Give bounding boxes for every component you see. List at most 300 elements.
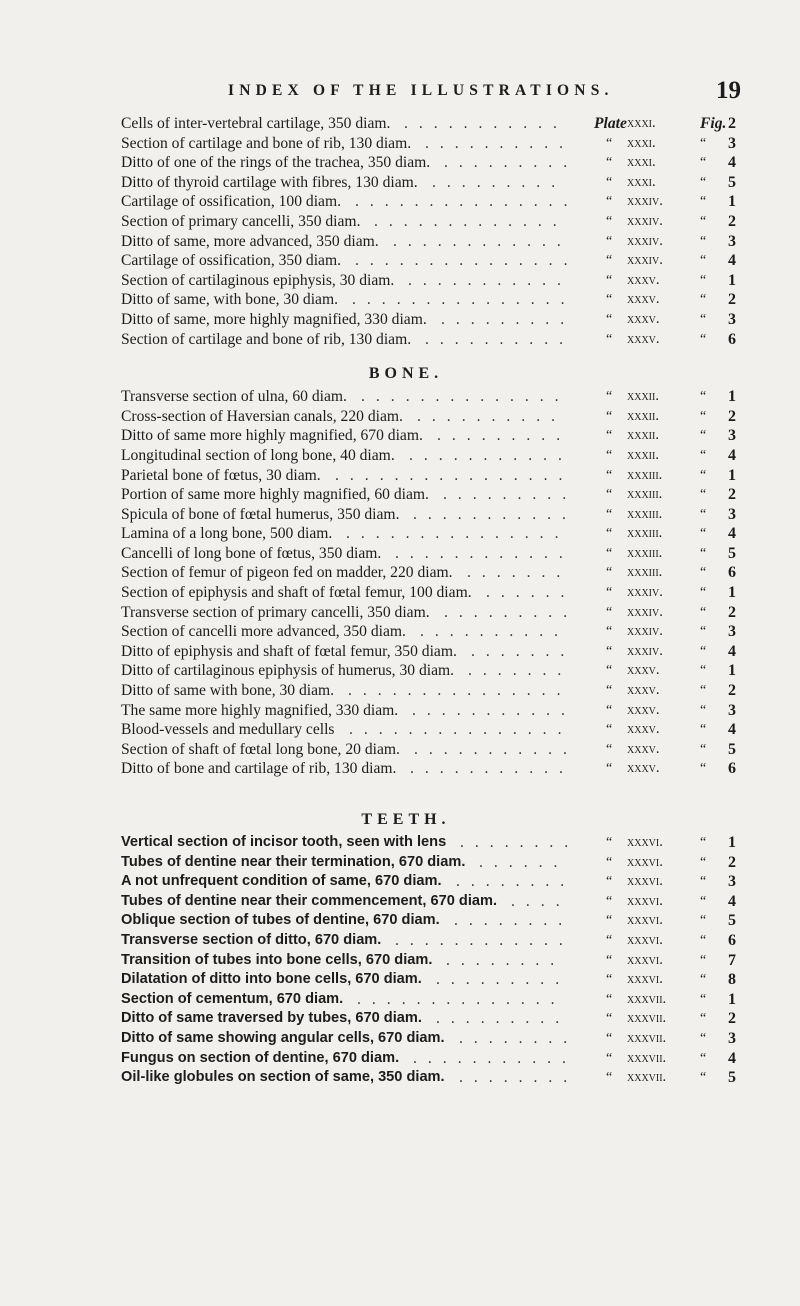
entry-description: Ditto of same traversed by tubes, 670 diam. — [121, 1010, 422, 1027]
ditto-mark: “ — [606, 874, 613, 890]
figure-number: 3 — [728, 623, 736, 641]
plate-number: xxxi. — [627, 115, 656, 131]
leader-dots: ........ — [459, 1029, 579, 1047]
entry-description: Tubes of dentine near their commencement, 670 diam. — [121, 892, 498, 909]
plate-number: xxxvii. — [627, 1029, 667, 1046]
index-entry — [0, 310, 800, 330]
ditto-mark: “ — [700, 428, 707, 444]
index-entry — [0, 622, 800, 642]
index-entry — [0, 426, 800, 446]
ditto-mark: “ — [700, 585, 707, 601]
ditto-mark: “ — [700, 835, 707, 850]
figure-number: 2 — [728, 603, 736, 621]
ditto-mark: “ — [606, 487, 613, 503]
leader-dots: .......... — [420, 623, 569, 641]
ditto-mark: “ — [606, 761, 613, 777]
plate-number: xxxvi. — [627, 912, 663, 929]
leader-dots: ............ — [395, 931, 574, 949]
figure-number: 3 — [728, 134, 736, 152]
plate-number: xxxvi. — [627, 873, 663, 890]
index-entry — [0, 212, 800, 232]
figure-number: 1 — [728, 662, 736, 680]
entry-description: Ditto of thyroid cartilage with fibres, 130 diam. — [121, 173, 418, 191]
index-entry — [0, 505, 800, 525]
index-entry — [0, 446, 800, 466]
leader-dots: ........... — [414, 740, 578, 758]
ditto-mark: “ — [606, 545, 613, 561]
figure-number: 2 — [728, 115, 736, 132]
leader-dots: ............... — [349, 721, 573, 739]
plate-number: xxxvii. — [627, 1049, 667, 1066]
plate-number: xxxiv. — [627, 584, 663, 601]
entry-description: Spicula of bone of fœtal humerus, 350 diam. — [121, 505, 400, 523]
index-entry — [0, 1009, 800, 1029]
index-entry — [0, 1049, 800, 1069]
plate-number: xxxii. — [627, 388, 659, 405]
index-entry — [0, 833, 800, 853]
plate-number: xxxiv. — [627, 642, 663, 659]
ditto-mark: “ — [700, 893, 707, 909]
entry-description: Portion of same more highly magnified, 60 diam. — [121, 486, 429, 504]
ditto-mark: “ — [606, 624, 613, 640]
index-entry — [0, 466, 800, 486]
running-head: INDEX OF THE ILLUSTRATIONS. — [228, 82, 614, 99]
ditto-mark: “ — [606, 565, 613, 581]
ditto-mark: “ — [606, 683, 613, 699]
ditto-mark: “ — [606, 447, 613, 463]
entry-description: Transverse section of primary cancelli, 350 diam. — [121, 603, 430, 621]
index-entry — [0, 681, 800, 701]
plate-number: xxxiii. — [627, 505, 663, 522]
leader-dots: ........... — [409, 446, 573, 464]
index-entry — [0, 134, 800, 154]
figure-number: 1 — [728, 193, 736, 211]
ditto-mark: “ — [606, 467, 613, 483]
figure-number: 2 — [728, 853, 736, 871]
plate-number: xxxvii. — [627, 990, 667, 1007]
entry-description: Section of cartilage and bone of rib, 130 diam. — [121, 330, 412, 348]
figure-number: 4 — [728, 892, 736, 910]
ditto-mark: “ — [606, 174, 613, 190]
plate-number: xxxvii. — [627, 1069, 667, 1086]
leader-dots: ....... — [471, 642, 576, 660]
index-entry — [0, 583, 800, 603]
ditto-mark: “ — [606, 311, 613, 327]
plate-number: xxxvi. — [627, 951, 663, 968]
plate-number: xxxv. — [627, 760, 660, 777]
index-entry — [0, 192, 800, 212]
plate-number: xxxv. — [627, 701, 660, 718]
plate-number: xxxiv. — [627, 623, 663, 640]
leader-dots: .............. — [361, 388, 570, 406]
ditto-mark: “ — [606, 408, 613, 424]
ditto-mark: “ — [700, 624, 707, 640]
ditto-mark: “ — [606, 272, 613, 288]
figure-number: 1 — [728, 990, 736, 1008]
plate-number: xxxiv. — [627, 212, 663, 229]
plate-label: Plate — [594, 115, 627, 132]
index-entry — [0, 970, 800, 990]
ditto-mark: “ — [606, 194, 613, 210]
entry-description: Dilatation of ditto into bone cells, 670 diam. — [121, 971, 422, 988]
ditto-mark: “ — [700, 1070, 707, 1086]
entry-description: Ditto of same more highly magnified, 670 diam. — [121, 427, 423, 445]
figure-number: 4 — [728, 252, 736, 270]
entry-description: Oil-like globules on section of same, 350 diam. — [121, 1069, 445, 1086]
ditto-mark: “ — [700, 253, 707, 269]
ditto-mark: “ — [700, 604, 707, 620]
leader-dots: ........ — [454, 912, 574, 930]
leader-dots: ......... — [432, 173, 567, 191]
figure-number: 3 — [728, 1029, 736, 1047]
index-entry — [0, 642, 800, 662]
ditto-mark: “ — [700, 447, 707, 463]
leader-dots: ........... — [404, 115, 568, 132]
figure-number: 6 — [728, 760, 736, 778]
entry-description: Section of femur of pigeon fed on madder, 220 diam. — [121, 564, 453, 582]
ditto-mark: “ — [606, 585, 613, 601]
figure-number: 2 — [728, 1010, 736, 1028]
ditto-mark: “ — [700, 741, 707, 757]
index-entry — [0, 1068, 800, 1088]
ditto-mark: “ — [606, 1070, 613, 1086]
index-entry — [0, 661, 800, 681]
ditto-mark: “ — [606, 1011, 613, 1027]
ditto-mark: “ — [700, 1030, 707, 1046]
teeth-heading: TEETH. — [361, 811, 451, 828]
entry-description: Ditto of cartilaginous epiphysis of humerus, 30 diam. — [121, 662, 455, 680]
ditto-mark: “ — [606, 233, 613, 249]
plate-number: xxxii. — [627, 446, 659, 463]
entry-description: Transverse section of ditto, 670 diam. — [121, 931, 382, 948]
entry-description: Cartilage of ossification, 350 diam. — [121, 252, 341, 270]
entry-description: Section of cartilaginous epiphysis, 30 diam. — [121, 271, 395, 289]
entry-description: Tubes of dentine near their termination, 670 diam. — [121, 853, 466, 870]
ditto-mark: “ — [700, 702, 707, 718]
figure-number: 3 — [728, 873, 736, 891]
figure-number: 3 — [728, 505, 736, 523]
index-entry — [0, 524, 800, 544]
index-entry — [0, 951, 800, 971]
ditto-mark: “ — [700, 545, 707, 561]
figure-number: 1 — [728, 466, 736, 484]
ditto-mark: “ — [700, 643, 707, 659]
entry-description: Section of primary cancelli, 350 diam. — [121, 212, 361, 230]
index-entry — [0, 173, 800, 193]
entry-description: Section of epiphysis and shaft of fœtal femur, 100 diam. — [121, 584, 472, 602]
leader-dots: ............... — [346, 525, 570, 543]
plate-number: xxxii. — [627, 407, 659, 424]
ditto-mark: “ — [700, 292, 707, 308]
plate-number: xxxiii. — [627, 564, 663, 581]
plate-number: xxxv. — [627, 721, 660, 738]
leader-dots: ........ — [446, 951, 566, 969]
figure-number: 1 — [728, 834, 736, 851]
entry-description: Ditto of same, with bone, 30 diam. — [121, 291, 338, 309]
entry-description: Section of cancelli more advanced, 350 diam. — [121, 623, 406, 641]
ditto-mark: “ — [700, 408, 707, 424]
entry-description: Section of cartilage and bone of rib, 130 diam. — [121, 134, 412, 152]
leader-dots: .......... — [425, 330, 574, 348]
figure-number: 6 — [728, 330, 736, 348]
plate-number: xxxi. — [627, 173, 656, 190]
plate-number: xxxvi. — [627, 853, 663, 870]
ditto-mark: “ — [606, 722, 613, 738]
ditto-mark: “ — [700, 506, 707, 522]
leader-dots: .............. — [357, 990, 566, 1008]
index-entry — [0, 1029, 800, 1049]
ditto-mark: “ — [700, 972, 707, 988]
plate-number: xxxiv. — [627, 232, 663, 249]
entry-description: Ditto of bone and cartilage of rib, 130 diam. — [121, 760, 397, 778]
index-entry — [0, 872, 800, 892]
ditto-mark: “ — [700, 952, 707, 968]
ditto-mark: “ — [700, 331, 707, 347]
ditto-mark: “ — [700, 526, 707, 542]
leader-dots: ........... — [408, 271, 572, 289]
ditto-mark: “ — [606, 292, 613, 308]
plate-number: xxxv. — [627, 662, 660, 679]
index-entry — [0, 759, 800, 779]
leader-dots: ......... — [437, 427, 572, 445]
ditto-mark: “ — [700, 874, 707, 890]
entry-description: Ditto of one of the rings of the trachea, 350 diam. — [121, 154, 431, 172]
ditto-mark: “ — [606, 663, 613, 679]
figure-number: 4 — [728, 525, 736, 543]
plate-number: xxxiv. — [627, 252, 663, 269]
entry-description: Cross-section of Haversian canals, 220 diam. — [121, 407, 403, 425]
plate-number: xxxv. — [627, 330, 660, 347]
figure-number: 5 — [728, 912, 736, 930]
ditto-mark: “ — [700, 1050, 707, 1066]
plate-number: xxxvii. — [627, 1010, 667, 1027]
index-entry — [0, 931, 800, 951]
leader-dots: ........ — [456, 873, 576, 891]
ditto-mark: “ — [606, 604, 613, 620]
plate-number: xxxvi. — [627, 834, 663, 850]
plate-number: xxxiii. — [627, 486, 663, 503]
index-entry — [0, 911, 800, 931]
ditto-mark: “ — [700, 155, 707, 171]
plate-number: xxxiv. — [627, 193, 663, 210]
cartilage-section — [0, 114, 800, 349]
plate-number: xxxiii. — [627, 525, 663, 542]
leader-dots: ......... — [444, 154, 579, 172]
plate-number: xxxiv. — [627, 603, 663, 620]
index-entry — [0, 387, 800, 407]
plate-number: xxxvi. — [627, 931, 663, 948]
entry-description: Fungus on section of dentine, 670 diam. — [121, 1049, 400, 1066]
figure-number: 3 — [728, 701, 736, 719]
ditto-mark: “ — [700, 194, 707, 210]
bone-section — [0, 387, 800, 779]
plate-number: xxxvi. — [627, 892, 663, 909]
plate-number: xxxv. — [627, 740, 660, 757]
entry-description: Ditto of same, more advanced, 350 diam. — [121, 232, 379, 250]
index-entry — [0, 701, 800, 721]
plate-number: xxxvi. — [627, 971, 663, 988]
leader-dots: ........... — [413, 1049, 577, 1067]
leader-dots: ............... — [348, 682, 572, 700]
ditto-mark: “ — [606, 253, 613, 269]
page-number: 19 — [716, 77, 741, 104]
ditto-mark: “ — [700, 854, 707, 870]
entry-description: Oblique section of tubes of dentine, 670 diam. — [121, 912, 440, 929]
bone-heading: BONE. — [368, 365, 444, 383]
ditto-mark: “ — [606, 389, 613, 405]
figure-number: 2 — [728, 407, 736, 425]
index-entry — [0, 290, 800, 310]
ditto-mark: “ — [700, 761, 707, 777]
leader-dots: ............... — [352, 291, 576, 309]
ditto-mark: “ — [606, 1050, 613, 1066]
plate-number: xxxv. — [627, 682, 660, 699]
figure-number: 4 — [728, 446, 736, 464]
leader-dots: ............ — [395, 544, 574, 562]
ditto-mark: “ — [700, 991, 707, 1007]
ditto-mark: “ — [700, 565, 707, 581]
leader-dots: ............ — [393, 232, 572, 250]
index-entry — [0, 485, 800, 505]
entry-description: Cells of inter-vertebral cartilage, 350 diam. — [121, 115, 391, 132]
ditto-mark: “ — [606, 135, 613, 151]
entry-description: Ditto of same, more highly magnified, 330 diam. — [121, 310, 427, 328]
entry-description: Vertical section of incisor tooth, seen with lens — [121, 834, 447, 850]
ditto-mark: “ — [606, 835, 613, 850]
figure-number: 3 — [728, 310, 736, 328]
ditto-mark: “ — [700, 663, 707, 679]
index-entry — [0, 232, 800, 252]
leader-dots: ......... — [441, 310, 576, 328]
figure-number: 3 — [728, 232, 736, 250]
index-entry — [0, 153, 800, 173]
entry-description: A not unfrequent condition of same, 670 diam. — [121, 873, 442, 890]
index-entry — [0, 603, 800, 623]
entry-description: Cartilage of ossification, 100 diam. — [121, 193, 341, 211]
entry-description: Transition of tubes into bone cells, 670 diam. — [121, 951, 433, 968]
entry-description: Parietal bone of fœtus, 30 diam. — [121, 466, 321, 484]
index-entry — [0, 892, 800, 912]
leader-dots: ............... — [355, 252, 579, 270]
leader-dots: ....... — [467, 564, 572, 582]
leader-dots: ......... — [444, 603, 579, 621]
figure-number: 6 — [728, 564, 736, 582]
ditto-mark: “ — [700, 722, 707, 738]
ditto-mark: “ — [606, 952, 613, 968]
index-entry — [0, 271, 800, 291]
plate-number: xxxv. — [627, 310, 660, 327]
leader-dots: ........... — [412, 701, 576, 719]
leader-dots: ........... — [410, 760, 574, 778]
index-entry — [0, 251, 800, 271]
entry-description: Section of shaft of fœtal long bone, 20 diam. — [121, 740, 400, 758]
figure-number: 4 — [728, 1049, 736, 1067]
entry-description: Section of cementum, 670 diam. — [121, 990, 344, 1007]
figure-number: 2 — [728, 486, 736, 504]
ditto-mark: “ — [606, 1030, 613, 1046]
figure-number: 2 — [728, 291, 736, 309]
ditto-mark: “ — [606, 155, 613, 171]
plate-number: xxxv. — [627, 291, 660, 308]
ditto-mark: “ — [606, 893, 613, 909]
figure-number: 8 — [728, 971, 736, 989]
figure-number: 2 — [728, 682, 736, 700]
ditto-mark: “ — [606, 741, 613, 757]
entry-description: Ditto of same with bone, 30 diam. — [121, 682, 335, 700]
ditto-mark: “ — [606, 854, 613, 870]
figure-number: 1 — [728, 584, 736, 602]
index-entry — [0, 990, 800, 1010]
figure-number: 4 — [728, 154, 736, 172]
index-entry — [0, 740, 800, 760]
plate-number: xxxiii. — [627, 466, 663, 483]
index-entry — [0, 563, 800, 583]
entry-description: Lamina of a long bone, 500 diam. — [121, 525, 333, 543]
ditto-mark: “ — [700, 683, 707, 699]
ditto-mark: “ — [700, 311, 707, 327]
figure-label: Fig. — [700, 115, 727, 132]
ditto-mark: “ — [606, 213, 613, 229]
leader-dots: ......... — [436, 971, 571, 989]
entry-description: Cancelli of long bone of fœtus, 350 diam. — [121, 544, 382, 562]
plate-number: xxxv. — [627, 271, 660, 288]
ditto-mark: “ — [700, 389, 707, 405]
leader-dots: .......... — [417, 407, 566, 425]
ditto-mark: “ — [700, 487, 707, 503]
leader-dots: ......... — [436, 1010, 571, 1028]
ditto-mark: “ — [700, 913, 707, 929]
figure-number: 1 — [728, 388, 736, 406]
ditto-mark: “ — [606, 913, 613, 929]
plate-number: xxxi. — [627, 154, 656, 171]
leader-dots: ....... — [468, 662, 573, 680]
figure-number: 2 — [728, 212, 736, 230]
leader-dots: ................ — [335, 466, 574, 484]
leader-dots: ...... — [479, 853, 569, 871]
leader-dots: ........ — [460, 834, 580, 851]
ditto-mark: “ — [700, 467, 707, 483]
ditto-mark: “ — [606, 932, 613, 948]
ditto-mark: “ — [606, 526, 613, 542]
plate-number: xxxi. — [627, 134, 656, 151]
leader-dots: .......... — [425, 134, 574, 152]
leader-dots: ........ — [459, 1069, 579, 1087]
plate-number: xxxii. — [627, 427, 659, 444]
index-entry — [0, 114, 800, 134]
entry-description: Blood-vessels and medullary cells — [121, 721, 335, 739]
index-entry — [0, 330, 800, 350]
leader-dots: ............... — [355, 193, 579, 211]
figure-number: 4 — [728, 642, 736, 660]
ditto-mark: “ — [606, 428, 613, 444]
ditto-mark: “ — [700, 233, 707, 249]
figure-number: 5 — [728, 1069, 736, 1087]
leader-dots: .... — [511, 892, 571, 910]
index-entry — [0, 853, 800, 873]
ditto-mark: “ — [700, 174, 707, 190]
ditto-mark: “ — [606, 643, 613, 659]
ditto-mark: “ — [606, 972, 613, 988]
ditto-mark: “ — [606, 331, 613, 347]
entry-description: Longitudinal section of long bone, 40 diam. — [121, 446, 395, 464]
index-entry — [0, 407, 800, 427]
ditto-mark: “ — [700, 1011, 707, 1027]
leader-dots: ...... — [486, 584, 576, 602]
figure-number: 1 — [728, 271, 736, 289]
figure-number: 5 — [728, 173, 736, 191]
figure-number: 3 — [728, 427, 736, 445]
ditto-mark: “ — [700, 213, 707, 229]
